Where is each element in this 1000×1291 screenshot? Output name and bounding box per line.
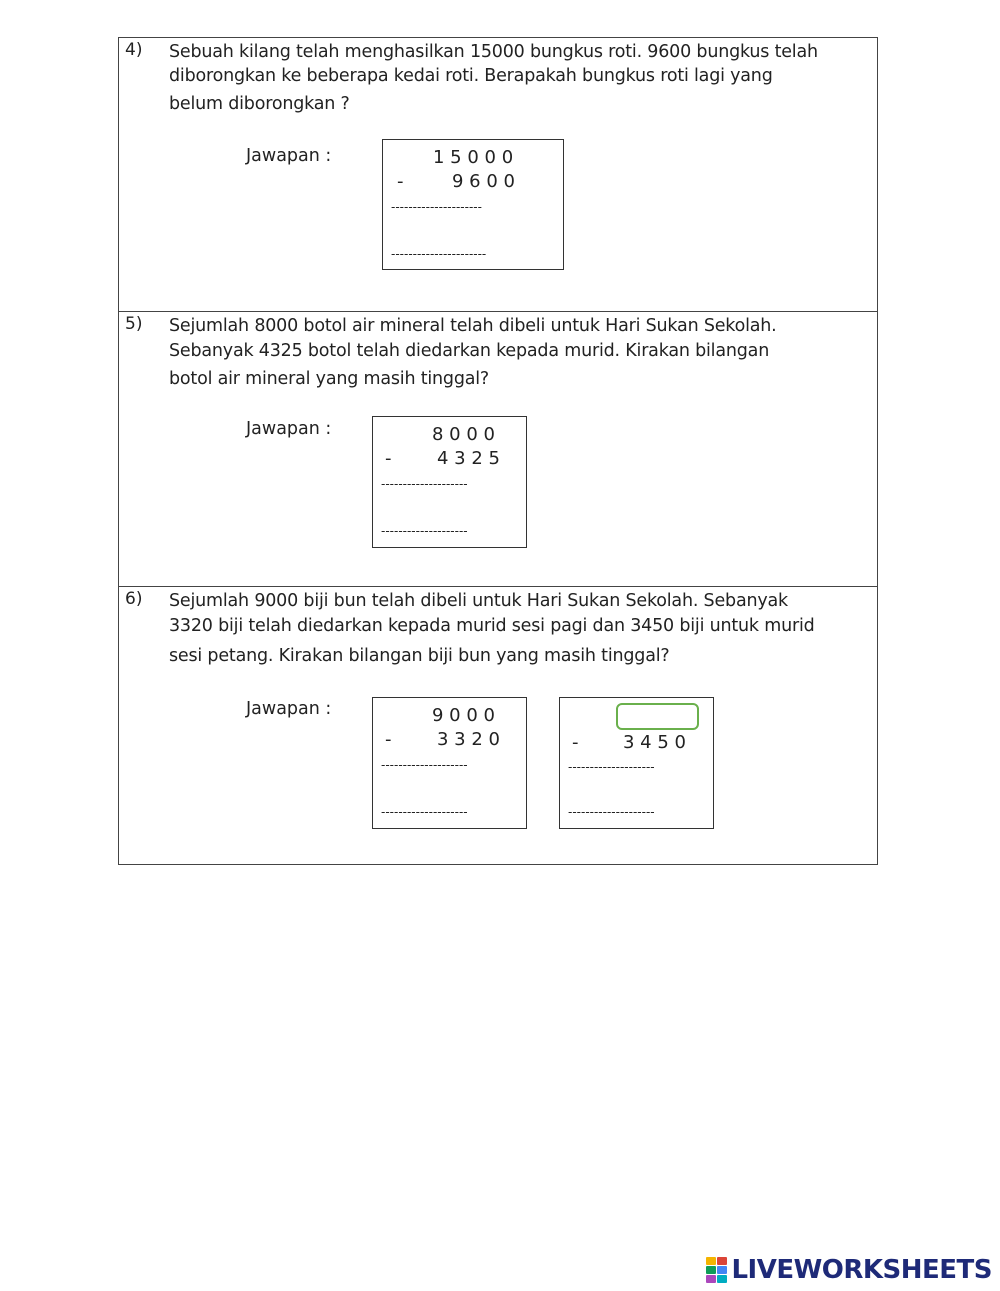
- minus-sign: -: [397, 171, 404, 192]
- answer-line-bottom: ----------------------: [391, 247, 487, 261]
- liveworksheets-logo: [706, 1255, 992, 1285]
- subtrahend-row: 3 4 5 0: [623, 732, 686, 753]
- answer-line-bottom: --------------------: [568, 805, 655, 819]
- subtrahend-row: 3 3 2 0: [437, 729, 500, 750]
- minuend-row: 1 5 0 0 0: [433, 147, 514, 168]
- question-line: Sejumlah 8000 botol air mineral telah dibeli untuk Hari Sukan Sekolah.: [169, 316, 777, 336]
- answer-line-bottom: --------------------: [381, 805, 468, 819]
- answer-line-top: ---------------------: [391, 200, 482, 214]
- question-text: [169, 313, 875, 393]
- question-line: diborongkan ke beberapa kedai roti. Berapakah bungkus roti lagi yang: [169, 66, 773, 86]
- question-line: Sebanyak 4325 botol telah diedarkan kepada murid. Kirakan bilangan: [169, 341, 770, 361]
- answer-label: Jawapan :: [246, 419, 332, 439]
- working-box: [372, 697, 527, 829]
- answer-line-top: --------------------: [381, 477, 468, 491]
- answer-line-top: --------------------: [381, 758, 468, 772]
- minus-sign: -: [572, 732, 579, 753]
- question-text: [169, 39, 875, 118]
- working-box-2: [559, 697, 714, 829]
- logo-mark-icon: [706, 1257, 728, 1283]
- question-5: [119, 312, 877, 587]
- question-line: sesi petang. Kirakan bilangan biji bun yang masih tinggal?: [169, 646, 670, 666]
- question-number: 6): [125, 589, 143, 609]
- logo-text: LIVEWORKSHEETS: [731, 1255, 992, 1285]
- subtrahend-row: 9 6 0 0: [452, 171, 515, 192]
- answer-label: Jawapan :: [246, 699, 332, 719]
- question-line: 3320 biji telah diedarkan kepada murid sesi pagi dan 3450 biji untuk murid: [169, 616, 815, 636]
- question-6: [119, 587, 877, 866]
- answer-label: Jawapan :: [246, 146, 332, 166]
- working-box: [382, 139, 564, 270]
- question-line: Sejumlah 9000 biji bun telah dibeli untuk Hari Sukan Sekolah. Sebanyak: [169, 591, 788, 611]
- minus-sign: -: [385, 448, 392, 469]
- question-number: 5): [125, 314, 143, 334]
- worksheet-table: [118, 37, 878, 865]
- answer-line-top: --------------------: [568, 760, 655, 774]
- question-number: 4): [125, 40, 143, 60]
- question-line: botol air mineral yang masih tinggal?: [169, 369, 490, 389]
- question-4: [119, 38, 877, 312]
- subtrahend-row: 4 3 2 5: [437, 448, 500, 469]
- question-line: Sebuah kilang telah menghasilkan 15000 bungkus roti. 9600 bungkus telah: [169, 42, 818, 62]
- answer-line-bottom: --------------------: [381, 524, 468, 538]
- minuend-row: 9 0 0 0: [432, 705, 495, 726]
- question-line: belum diborongkan ?: [169, 94, 350, 114]
- minus-sign: -: [385, 729, 392, 750]
- minuend-row: 8 0 0 0: [432, 424, 495, 445]
- question-text: [169, 588, 875, 670]
- answer-input[interactable]: [616, 703, 699, 730]
- working-box: [372, 416, 527, 548]
